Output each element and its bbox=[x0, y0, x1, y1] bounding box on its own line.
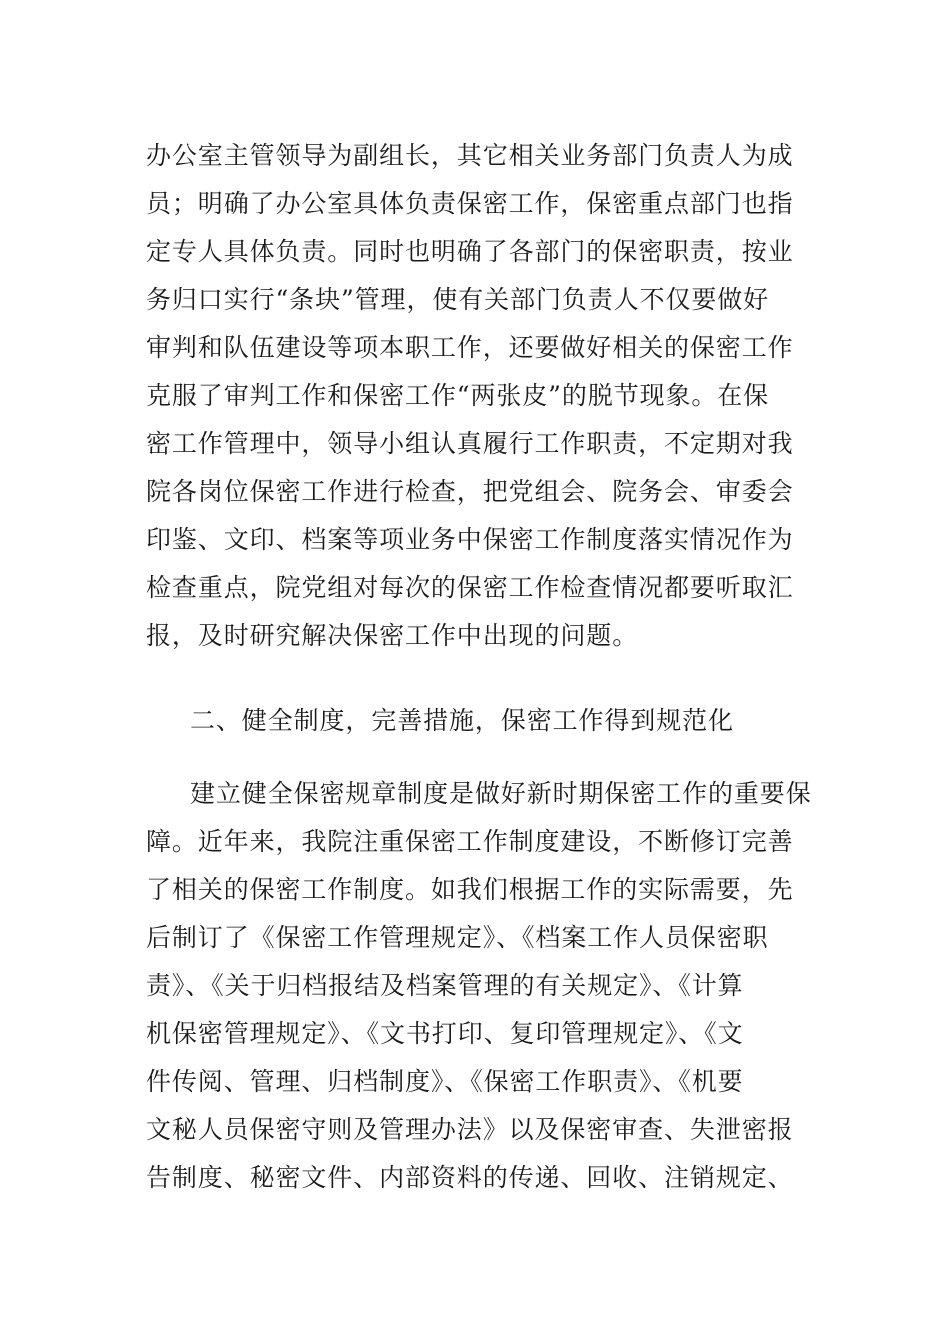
paragraph-1-line: 院各岗位保密工作进行检查，把党组会、院务会、审委会 bbox=[146, 477, 794, 506]
paragraph-1-line: 定专人具体负责。同时也明确了各部门的保密职责，按业 bbox=[146, 237, 794, 266]
section-heading: 二、健全制度，完善措施，保密工作得到规范化 bbox=[190, 706, 734, 735]
paragraph-2-line: 后制订了《保密工作管理规定》、《档案工作人员保密职 bbox=[146, 923, 769, 952]
paragraph-2-line: 机保密管理规定》、《文书打印、复印管理规定》、《文 bbox=[146, 1019, 744, 1048]
paragraph-2-line: 文秘人员保密守则及管理办法》以及保密审查、失泄密报 bbox=[146, 1115, 794, 1144]
paragraph-1-line: 审判和队伍建设等项本职工作，还要做好相关的保密工作 bbox=[146, 333, 794, 362]
paragraph-1-line: 克服了审判工作和保密工作“两张皮”的脱节现象。在保 bbox=[146, 381, 770, 410]
paragraph-1-line: 办公室主管领导为副组长，其它相关业务部门负责人为成 bbox=[146, 141, 794, 170]
paragraph-1-line: 印鉴、文印、档案等项业务中保密工作制度落实情况作为 bbox=[146, 525, 794, 554]
paragraph-2-line: 障。近年来，我院注重保密工作制度建设，不断修订完善 bbox=[146, 827, 794, 856]
paragraph-1-line: 检查重点，院党组对每次的保密工作检查情况都要听取汇 bbox=[146, 573, 794, 602]
paragraph-1-line: 密工作管理中，领导小组认真履行工作职责，不定期对我 bbox=[146, 429, 794, 458]
paragraph-1-line: 报，及时研究解决保密工作中出现的问题。 bbox=[146, 621, 639, 650]
paragraph-2-line: 建立健全保密规章制度是做好新时期保密工作的重要保 bbox=[190, 779, 812, 808]
paragraph-1-line: 务归口实行“条块”管理，使有关部门负责人不仅要做好 bbox=[146, 285, 770, 314]
paragraph-2-line: 责》、《关于归档报结及档案管理的有关规定》、《计算 bbox=[146, 971, 744, 1000]
paragraph-2-line: 件传阅、管理、归档制度》、《保密工作职责》、《机要 bbox=[146, 1067, 744, 1096]
paragraph-1-line: 员；明确了办公室具体负责保密工作，保密重点部门也指 bbox=[146, 189, 794, 218]
paragraph-2-line: 告制度、秘密文件、内部资料的传递、回收、注销规定、 bbox=[146, 1163, 794, 1192]
paragraph-2-line: 了相关的保密工作制度。如我们根据工作的实际需要，先 bbox=[146, 875, 794, 904]
